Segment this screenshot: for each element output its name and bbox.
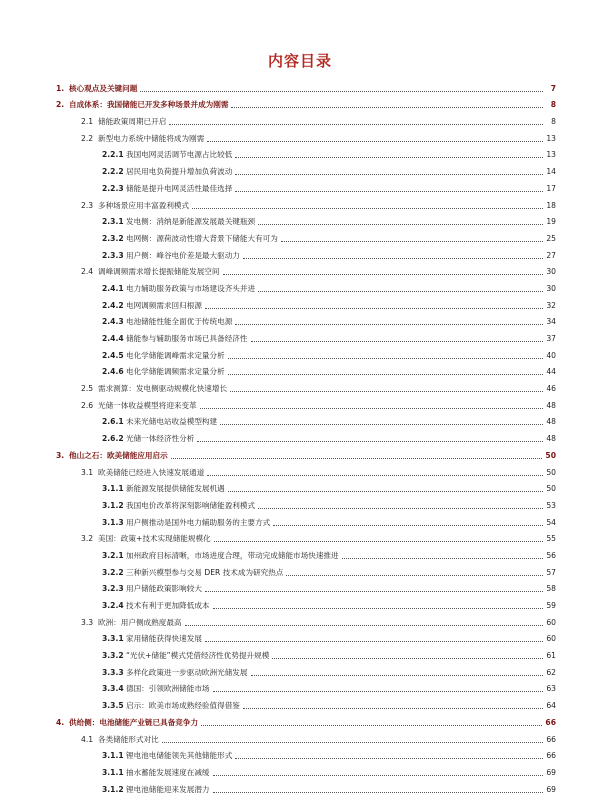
toc-entry-title: 供给侧：电池储能产业链已具备竞争力 xyxy=(69,717,199,727)
toc-entry-number: 3.1.1 xyxy=(102,751,124,761)
toc-entry-number: 3.3.1 xyxy=(102,634,124,644)
toc-dot-leader xyxy=(228,357,543,359)
toc-entry[interactable] xyxy=(56,578,556,595)
toc-entry-title: 未来光储电站收益模型构建 xyxy=(126,417,218,427)
toc-entry-page: 57 xyxy=(546,567,556,577)
toc-entry[interactable] xyxy=(56,745,556,762)
toc-entry[interactable] xyxy=(56,778,556,795)
toc-entry-page: 27 xyxy=(546,250,556,260)
toc-entry-title: 居民用电负荷提升增加负荷波动 xyxy=(126,167,233,177)
toc-entry-number: 2.3.1 xyxy=(102,217,124,227)
toc-entry[interactable] xyxy=(56,261,556,278)
toc-entry[interactable] xyxy=(56,327,556,344)
toc-entry-page: 61 xyxy=(546,651,556,661)
toc-entry-title: 发电侧：消纳是新能源发展最关键瓶颈 xyxy=(126,217,256,227)
toc-dot-leader xyxy=(213,791,543,793)
toc-entry-page: 30 xyxy=(546,283,556,293)
toc-entry-title: 启示：欧美市场成熟经验值得借鉴 xyxy=(126,701,240,711)
toc-entry-title: 他山之石：欧美储能应用启示 xyxy=(69,450,168,460)
toc-dot-leader xyxy=(231,106,543,108)
toc-dot-leader xyxy=(228,490,543,492)
toc-dot-leader xyxy=(169,123,543,125)
toc-entry-page: 66 xyxy=(546,751,556,761)
toc-entry[interactable] xyxy=(56,561,556,578)
toc-entry-number: 3.3 xyxy=(81,617,94,627)
toc-entry-title: 技术有利于更加降低成本 xyxy=(126,601,210,610)
toc-dot-leader xyxy=(200,407,543,409)
toc-entry-number: 2.4.2 xyxy=(102,300,124,310)
toc-entry[interactable] xyxy=(56,494,556,511)
toc-entry-title: 欧美储能已经进入快速发展通道 xyxy=(98,467,205,477)
toc-dot-leader xyxy=(205,640,543,642)
toc-entry-title: 我国电网灵活调节电源占比较低 xyxy=(126,150,233,160)
toc-entry-number: 3.2 xyxy=(81,534,94,544)
toc-entry-page: 69 xyxy=(546,784,556,794)
toc-entry-page: 48 xyxy=(546,434,556,444)
toc-dot-leader xyxy=(205,307,543,309)
toc-dot-leader xyxy=(213,690,543,692)
toc-dot-leader xyxy=(162,741,543,743)
toc-entry-page: 62 xyxy=(546,667,556,677)
toc-entry-number: 2. xyxy=(56,100,65,110)
toc-entry-page: 25 xyxy=(546,233,556,243)
toc-entry-title: 需求测算：发电侧驱动规模化快速增长 xyxy=(98,384,228,394)
toc-entry-page: 54 xyxy=(546,517,556,527)
toc-entry-title: 自成体系：我国储能已开发多种场景并成为刚需 xyxy=(69,100,229,110)
toc-entry-number: 3.3.4 xyxy=(102,684,124,694)
toc-entry-page: 66 xyxy=(545,717,556,727)
toc-entry-number: 3.2.1 xyxy=(102,550,124,560)
toc-dot-leader xyxy=(272,657,543,659)
toc-entry-title: 储能政策周期已开启 xyxy=(98,117,167,127)
toc-entry-title: 光储一体收益模型将迎来变革 xyxy=(98,400,197,410)
toc-dot-leader xyxy=(281,240,543,242)
toc-entry[interactable] xyxy=(56,110,556,127)
toc-dot-leader xyxy=(223,273,544,275)
toc-entry[interactable] xyxy=(56,311,556,328)
toc-entry-number: 3.3.5 xyxy=(102,701,124,711)
toc-entry[interactable] xyxy=(56,277,556,294)
toc-entry-number: 3.1.2 xyxy=(102,500,124,510)
toc-entry-title: 新型电力系统中储能将成为刚需 xyxy=(98,133,205,143)
toc-dot-leader xyxy=(251,340,544,342)
toc-dot-leader xyxy=(251,674,544,676)
toc-entry-page: 48 xyxy=(546,417,556,427)
toc-entry-title: 三种新兴模型参与交易 DER 技术成为研究热点 xyxy=(126,567,284,577)
toc-dot-leader xyxy=(258,507,543,509)
toc-entry[interactable] xyxy=(56,177,556,194)
toc-entry-title: 美国：政策+技术实现储能规模化 xyxy=(98,534,211,544)
toc-entry-number: 1. xyxy=(56,83,65,93)
toc-dot-leader xyxy=(342,557,543,559)
toc-dot-leader xyxy=(213,774,543,776)
toc-entry-number: 2.3.2 xyxy=(102,233,124,243)
toc-entry[interactable] xyxy=(56,544,556,561)
toc-entry-number: 3.1 xyxy=(81,467,94,477)
toc-entry-page: 64 xyxy=(546,701,556,711)
toc-entry-number: 2.6 xyxy=(81,400,94,410)
toc-dot-leader xyxy=(230,390,543,392)
toc-entry[interactable] xyxy=(56,644,556,661)
toc-entry-page: 32 xyxy=(546,300,556,310)
toc-entry[interactable] xyxy=(56,127,556,144)
toc-entry-page: 40 xyxy=(546,350,556,360)
toc-entry-number: 2.4.3 xyxy=(102,317,124,327)
toc-entry[interactable] xyxy=(56,94,556,111)
toc-dot-leader xyxy=(205,590,543,592)
toc-entry-title: 电池储能性能全面优于传统电源 xyxy=(126,317,233,327)
toc-entry-title: 电网调频需求回归根源 xyxy=(126,300,202,310)
toc-dot-leader xyxy=(235,757,543,759)
toc-dot-leader xyxy=(258,223,543,225)
toc-dot-leader xyxy=(258,290,543,292)
toc-dot-leader xyxy=(171,457,543,459)
toc-entry-number: 3.3.3 xyxy=(102,667,124,677)
toc-entry-title: 加州政府目标清晰，市场进度合理，带动完成储能市场快速推进 xyxy=(126,550,339,560)
toc-entry-number: 2.4.6 xyxy=(102,367,124,377)
toc-entry-number: 3.2.2 xyxy=(102,567,124,577)
toc-dot-leader xyxy=(235,173,543,175)
toc-entry-title: “光伏+储能”模式凭借经济性优势提升规模 xyxy=(126,651,270,661)
toc-entry-page: 56 xyxy=(546,550,556,560)
toc-entry-page: 69 xyxy=(546,767,556,777)
toc-entry-title: 光储一体经济性分析 xyxy=(126,434,195,444)
toc-dot-leader xyxy=(273,524,543,526)
toc-entry-title: 用户储能政策影响较大 xyxy=(126,584,202,594)
toc-entry-page: 48 xyxy=(546,400,556,410)
toc-entry[interactable] xyxy=(56,144,556,161)
toc-entry[interactable] xyxy=(56,728,556,745)
toc-entry[interactable] xyxy=(56,294,556,311)
toc-dot-leader xyxy=(286,574,543,576)
toc-entry[interactable] xyxy=(56,227,556,244)
toc-dot-leader xyxy=(213,607,543,609)
toc-entry-page: 13 xyxy=(546,150,556,160)
toc-entry[interactable] xyxy=(56,344,556,361)
toc-dot-leader xyxy=(243,707,543,709)
toc-entry-page: 8 xyxy=(551,117,556,127)
toc-dot-leader xyxy=(228,373,543,375)
toc-entry-title: 储能是提升电网灵活性最佳选择 xyxy=(126,183,233,193)
toc-entry-page: 63 xyxy=(546,684,556,694)
toc-entry[interactable] xyxy=(56,528,556,545)
toc-entry[interactable] xyxy=(56,511,556,528)
toc-entry[interactable] xyxy=(56,678,556,695)
toc-entry[interactable] xyxy=(56,244,556,261)
toc-entry-number: 2.2.2 xyxy=(102,167,124,177)
toc-entry-number: 3.2.4 xyxy=(102,601,124,610)
toc-entry-title: 多种场景应用丰富盈利模式 xyxy=(98,200,190,210)
toc-entry-page: 53 xyxy=(546,500,556,510)
toc-entry-page: 14 xyxy=(546,167,556,177)
toc-entry-number: 2.6.1 xyxy=(102,417,124,427)
toc-dot-leader xyxy=(214,540,543,542)
toc-entry-title: 用户侧推动是国外电力辅助服务的主要方式 xyxy=(126,517,271,527)
toc-entry-title: 调峰调频需求增长提振储能发展空间 xyxy=(98,267,220,277)
toc-entry[interactable] xyxy=(56,661,556,678)
toc-entry-title: 家用储能获得快速发展 xyxy=(126,634,202,644)
toc-entry[interactable] xyxy=(56,628,556,645)
toc-entry-title: 锂电池电储能领先其他储能形式 xyxy=(126,751,233,761)
toc-entry-title: 用户侧：峰谷电价差是最大驱动力 xyxy=(126,250,240,260)
toc-entry-page: 34 xyxy=(546,317,556,327)
toc-entry-title: 电化学储能调频需求定量分析 xyxy=(126,367,225,377)
toc-entry-title: 电化学储能调峰需求定量分析 xyxy=(126,350,225,360)
toc-entry[interactable] xyxy=(56,461,556,478)
toc-entry-page: 7 xyxy=(550,83,556,93)
toc-entry-number: 3. xyxy=(56,450,65,460)
toc-dot-leader xyxy=(220,423,543,425)
toc-entry[interactable] xyxy=(56,377,556,394)
toc-entry-title: 核心观点及关键问题 xyxy=(69,83,138,93)
toc-entry[interactable] xyxy=(56,211,556,228)
toc-entry-title: 德国：引领欧洲储能市场 xyxy=(126,684,210,694)
toc-entry[interactable] xyxy=(56,478,556,495)
toc-entry-page: 50 xyxy=(546,467,556,477)
toc-entry-number: 2.4.4 xyxy=(102,334,124,343)
toc-dot-leader xyxy=(197,440,543,442)
toc-entry[interactable] xyxy=(56,594,556,611)
toc-entry-number: 2.2.1 xyxy=(102,150,124,160)
toc-dot-leader xyxy=(235,323,543,325)
toc-dot-leader xyxy=(235,190,543,192)
toc-entry-number: 3.1.3 xyxy=(102,517,124,527)
toc-entry[interactable] xyxy=(56,194,556,211)
toc-entry-number: 2.5 xyxy=(81,384,94,394)
toc-entry-title: 锂电池储能迎来发展潜力 xyxy=(126,784,210,794)
toc-entry-page: 30 xyxy=(546,267,556,277)
toc-entry-page: 60 xyxy=(546,634,556,644)
toc-dot-leader xyxy=(243,257,543,259)
toc-dot-leader xyxy=(207,474,543,476)
table-of-contents xyxy=(56,77,556,795)
toc-entry-number: 3.1.1 xyxy=(102,767,124,777)
toc-dot-leader xyxy=(201,724,542,726)
toc-entry-number: 2.1 xyxy=(81,117,94,127)
toc-entry[interactable] xyxy=(56,427,556,444)
toc-entry-page: 44 xyxy=(546,367,556,377)
toc-entry-page: 50 xyxy=(545,450,556,460)
toc-entry-number: 3.1.2 xyxy=(102,784,124,794)
toc-dot-leader xyxy=(207,140,543,142)
toc-entry-page: 46 xyxy=(546,384,556,394)
toc-entry-page: 58 xyxy=(546,584,556,594)
toc-entry-title: 欧洲：用户侧成熟度最高 xyxy=(98,617,182,627)
toc-entry-page: 17 xyxy=(546,183,556,193)
toc-entry-number: 2.3 xyxy=(81,200,94,210)
toc-entry-page: 37 xyxy=(546,334,556,343)
toc-entry-number: 3.1.1 xyxy=(102,484,124,494)
toc-entry-page: 60 xyxy=(546,617,556,627)
toc-entry-number: 2.2 xyxy=(81,133,94,143)
toc-entry-page: 55 xyxy=(546,534,556,544)
toc-entry-number: 2.4.1 xyxy=(102,283,124,293)
toc-entry[interactable] xyxy=(56,711,556,728)
toc-entry-number: 4. xyxy=(56,717,65,727)
toc-entry-title: 电力辅助服务政策与市场建设齐头并进 xyxy=(126,283,256,293)
toc-entry-title: 抽水蓄能发展速度在减缓 xyxy=(126,767,210,777)
toc-dot-leader xyxy=(185,624,543,626)
toc-entry[interactable] xyxy=(56,694,556,711)
toc-entry-number: 2.3.3 xyxy=(102,250,124,260)
toc-entry[interactable] xyxy=(56,411,556,428)
toc-dot-leader xyxy=(192,207,543,209)
toc-entry-number: 4.1 xyxy=(81,734,94,744)
toc-entry[interactable] xyxy=(56,761,556,778)
toc-entry-title: 新能源发展提供储能发展机遇 xyxy=(126,484,225,494)
toc-entry-number: 3.2.3 xyxy=(102,584,124,594)
toc-entry-page: 19 xyxy=(546,217,556,227)
toc-entry[interactable] xyxy=(56,394,556,411)
toc-entry-page: 59 xyxy=(546,601,556,610)
toc-entry-number: 3.3.2 xyxy=(102,651,124,661)
toc-entry-number: 2.4 xyxy=(81,267,94,277)
toc-entry-page: 50 xyxy=(546,484,556,494)
toc-entry[interactable] xyxy=(56,611,556,628)
toc-entry-title: 电网侧：源荷波动性增大背景下储能大有可为 xyxy=(126,233,278,243)
toc-dot-leader xyxy=(235,156,543,158)
toc-entry-number: 2.6.2 xyxy=(102,434,124,444)
toc-entry[interactable] xyxy=(56,444,556,461)
toc-entry-number: 2.4.5 xyxy=(102,350,124,360)
toc-entry-page: 18 xyxy=(546,200,556,210)
toc-entry-page: 66 xyxy=(546,734,556,744)
toc-entry-page: 8 xyxy=(550,100,556,110)
toc-dot-leader xyxy=(140,90,543,92)
toc-entry-title: 各类储能形式对比 xyxy=(98,734,159,744)
toc-entry[interactable] xyxy=(56,361,556,378)
page-title: 内容目录 xyxy=(267,52,332,70)
toc-entry-title: 多样化政策进一步驱动欧洲光储发展 xyxy=(126,667,248,677)
toc-entry-title: 我国电价改革将深刻影响储能盈利模式 xyxy=(126,500,256,510)
toc-entry[interactable] xyxy=(56,77,556,94)
toc-entry-page: 13 xyxy=(546,133,556,143)
toc-entry-title: 储能参与辅助服务市场已具备经济性 xyxy=(126,334,248,343)
toc-entry-number: 2.2.3 xyxy=(102,183,124,193)
toc-entry[interactable] xyxy=(56,160,556,177)
